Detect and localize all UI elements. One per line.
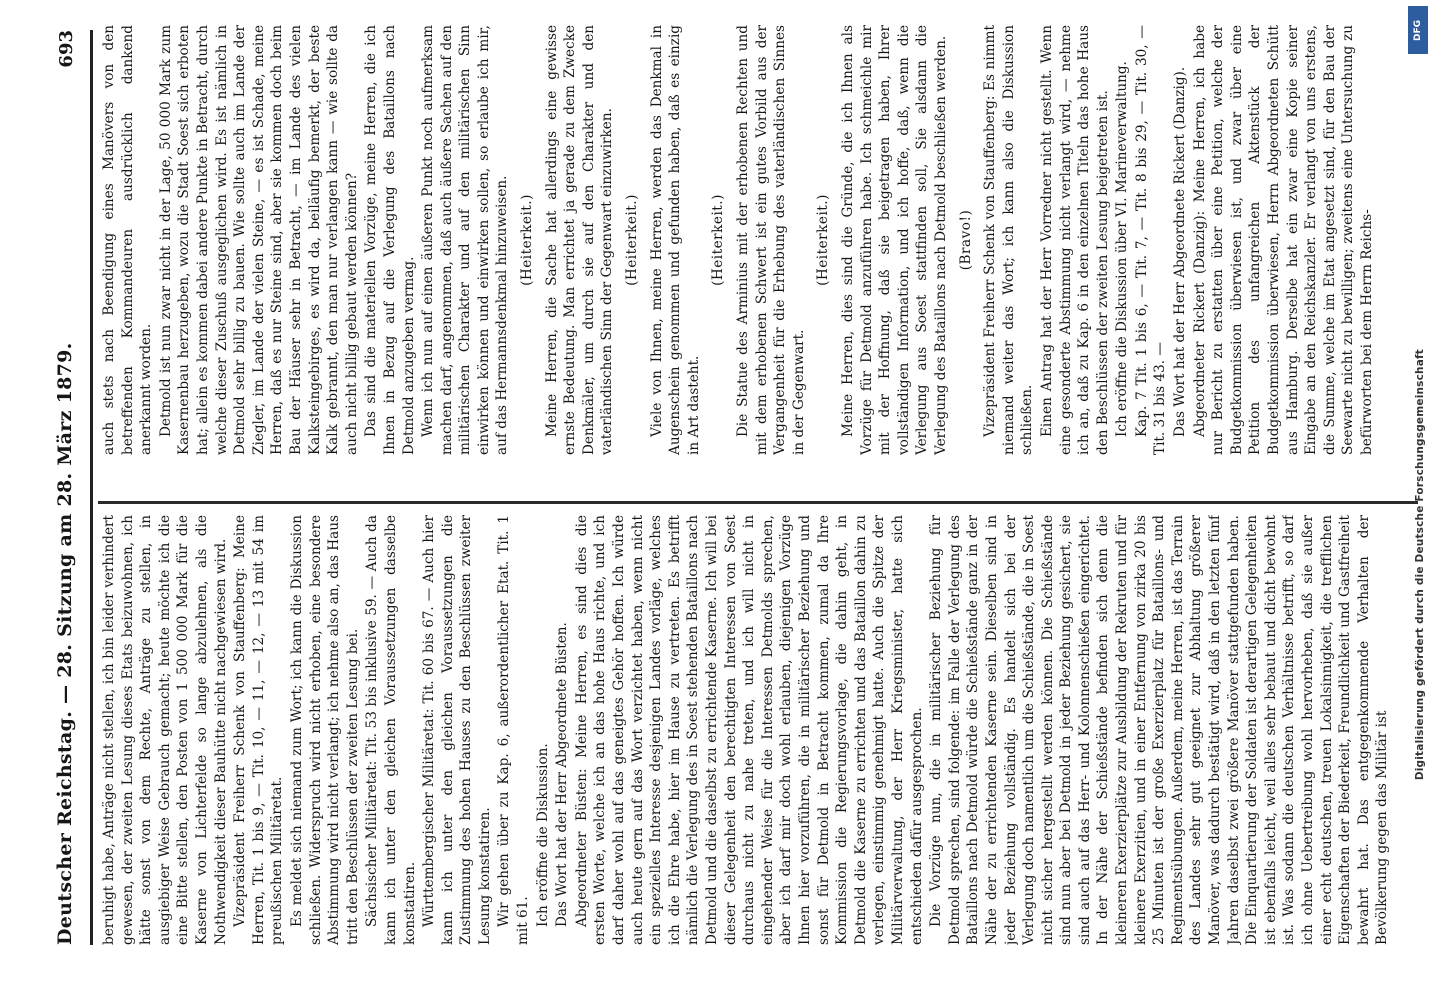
- paragraph: Das Wort hat der Herr Abgeordnete Büsten.: [554, 622, 571, 927]
- watermark-text: Digitalisierung gefördert durch die Deutsche Forschungsgemeinschaft: [1414, 348, 1426, 780]
- paragraph: Die Statue des Arminius mit der erhobenen Rechten und mit dem erhobenen Schwert ist ein gutes Vorbild aus der Vergangenheit für die Erhebung des vaterländischen Sinnes in der Gegenwart.: [735, 25, 807, 455]
- paragraph: (Heiterkeit.): [710, 194, 727, 286]
- left-column: [100, 515, 1420, 945]
- paragraph: Viele von Ihnen, meine Herren, werden das Denkmal in Augenschein genommen und gefunden haben, daß es einzig in Art dasteht.: [648, 25, 702, 455]
- dfg-logo: DFG: [1408, 6, 1428, 54]
- paragraph: (Heiterkeit.): [624, 194, 641, 286]
- paragraph: Abgeordneter Rickert (Danzig): Meine Herren, ich habe nur Bericht zu erstatten über eine Petition, welche der Budgetkommission überwiesen ist, und zwar über eine Petition des unfangreichen Aktenstück der Budgetkommission überwiesen, Herrn Abgeordneten Schütt aus Hamburg. Derselbe hat ein zwar eine Kopie seiner Eingabe an den Reichskanzler. Er verlangt von uns erstens, die Summe, welche im Etat angesetzt sind, für den Bau der Seewarte nicht zu bewilligen; zweitens eine Untersuchung zu befürworten bei dem Herrn Reichs-: [1191, 25, 1375, 455]
- paragraph: Wenn ich nun auf einen äußeren Punkt noch aufmerksam machen darf, angenommen, daß auch äußere Sachen auf den militärischen Charakter und auf den militärischen Sinn einwirken können und einwirken sollen, so erlaube ich mir, auf das Hermannsdenkmal hinzuweisen.: [420, 25, 511, 455]
- paragraph: Das sind die materiellen Vorzüge, meine Herren, die ich Ihnen in Bezug auf die Verlegung des Bataillons nach Detmold anzugeben vermag.: [363, 25, 417, 455]
- paragraph: beruhigt habe, Anträge nicht stellen, ich bin leider verhindert gewesen, der zweiten Lesung dieses Etats beizuwohnen, ich hätte sonst von dem Rechte, Anträge zu stellen, in ausgiebiger Weise Gebrauch gemacht; heute möchte ich die eine Bitte stellen, den Posten von 1 500 000 Mark für die Kaserne von Lichterfelde so lange abzulehnen, als die Nothwendigkeit dieser Bauhütte nicht nachgewiesen wird.: [101, 515, 229, 945]
- page-header: [50, 30, 84, 945]
- header-title: Deutscher Reichstag. — 28. Sitzung am 28. März 1879.: [54, 342, 76, 945]
- paragraph: Württembergischer Militäretat: Tit. 60 bis 67. — Auch hier kann ich unter den gleichen Voraussetzungen die Zustimmung des hohen Hauses zu den Beschlüssen zweiter Lesung konstatiren.: [421, 515, 493, 945]
- paragraph: Wir gehen über zu Kap. 6, außerordentlicher Etat. Tit. 1 mit 61.: [496, 515, 532, 945]
- paragraph: Sächsischer Militäretat: Tit. 53 bis inklusive 59. — Auch da kann ich unter den gleichen Voraussetzungen dasselbe konstatiren.: [364, 515, 418, 945]
- paragraph: Das Wort hat der Herr Abgeordnete Rickert (Danzig).: [1172, 66, 1189, 437]
- paragraph: Abgeordneter Büsten: Meine Herren, es sind dies die ersten Worte, welche ich an das hohe Haus richte, und ich darf daher wohl auf das geneigtes Gehör hoffen. Ich würde auch heute gern auf das Wort verzichtet haben, wenn nicht ein spezielles Interesse desjenigen Landes vorläge, welches ich die Ehre habe, hier im Hause zu vertreten. Es betrifft nämlich die Verlegung des in Soest stehenden Bataillons nach Detmold und die daselbst zu errichtende Kaserne. Ich will bei dieser Gelegenheit den berechtigten Interessen von Soest durchaus nicht zu nahe treten, und ich will nicht in eingehender Weise für die Interessen Detmolds sprechen, aber ich darf mir doch wohl erlauben, diejenigen Vorzüge Ihnen hier vorzuführen, die in militärischer Beziehung und sonst für Detmold in Betracht kommen, zumal da Ihre Kommission die Regierungsvorlage, die dahin geht, in Detmold die Kaserne zu errichten und das Bataillon dahin zu verlegen, einstimmig genehmigt hatte. Auch die Spitze der Militärverwaltung, der Herr Kriegsminister, hatte sich entschieden dafür ausgesprochen.: [573, 515, 925, 945]
- paragraph: (Heiterkeit.): [815, 194, 832, 286]
- paragraph: Meine Herren, die Sache hat allerdings eine gewisse ernste Bedeutung. Man errichtet ja gerade zu dem Zwecke Denkmäler, um durch sie auf den Charakter und den vaterländischen Sinn der Gegenwart einzuwirken.: [543, 25, 616, 455]
- paragraph: Meine Herren, dies sind die Gründe, die ich Ihnen als Vorzüge für Detmold anzuführen habe. Ich schmeichle mir mit der Hoffnung, daß sie beigetragen haben, Ihrer vollständigen Information, und ich hoffe, daß, wenn die Verlegung aus Soest stattfinden soll, Sie alsdann die Verlegung des Bataillons nach Detmold beschließen werden.: [839, 25, 949, 455]
- paragraph: Die Vorzüge nun, die in militärischer Beziehung für Detmold sprechen, sind folgende: im Falle der Verlegung des Bataillons nach Detmold würde die Schießstände ganz in der Nähe der zu errichtenden Kaserne sein. Dieselben sind in jeder Beziehung vollständig. Es handelt sich bei der Verlegung doch namentlich um die Schießstände, die in Soest nicht sicher hergestellt werden können. Die Schießstände sind nun aber bei Detmold in jeder Beziehung gesichert, sie sind auch auf das Herr- und Kolonnenschießen eingerichtet. In der Nähe der Schießstände befinden sich denn die kleineren Exerzierplätze zur Ausbildung der Rekruten und für kleinere Exerzitien, und in einer Entfernung von zirka 20 bis 25 Minuten ist der große Exerzierplatz für Bataillons- und Regimentsübungen. Außerdem, meine Herren, ist das Terrain des Landes sehr gut geeignet zur Abhaltung größerer Manöver, was dadurch bestätigt wird, daß in den letzten fünf Jahren daselbst zwei größere Manöver stattgefunden haben. Die Einquartierung der Soldaten ist derartigen Gelegenheiten ist ebenfalls leicht, weil alles sehr bebaut und dicht bewohnt ist. Was sodann die deutschen Verhältnisse betrifft, so darf ich ohne Uebertreibung wohl hervorheben, daß sie außer einer echt deutschen, treuen Lokalsinnigkeit, die trefflichen Eigenschaften der Biederkeit, Freundlichkeit und Gastfreiheit bewahrt hat. Das entgegenkommende Verhalten der Bevölkerung gegen das Militär ist: [928, 515, 1391, 945]
- header-rule: [90, 30, 93, 945]
- page-number: 693: [56, 30, 77, 68]
- column-divider: [98, 501, 1418, 504]
- paragraph: auch stets nach Beendigung eines Manövers von den betreffenden Kommandeuren ausdrücklich dankend anerkannt worden.: [101, 25, 155, 455]
- right-column: [100, 25, 1420, 455]
- paragraph: Ich eröffne die Diskussion.: [534, 743, 551, 927]
- paragraph: Detmold ist nun zwar nicht in der Lage, 50 000 Mark zum Kasernenbau herzugeben, wozu die Stadt Soest sich erboten hat; allein es kommen dabei andere Punkte in Betracht, durch welche dieser Zuschuß ausgeglichen wird. Es ist nämlich in Detmold sehr billig zu bauen. Wie sollte auch im Lande der Ziegler, im Lande der vielen Steine, — es ist Schade, meine Herren, daß es nur Steine sind, aber sie kommen doch beim Bau der Häuser sehr in Betracht, — im Lande des vielen Kalksteingebirges, es wird da, beiläufig bemerkt, der beste Kalk gebrannt, den man nur verlangen kann — wie sollte da auch nicht billig gebaut werden können?: [157, 25, 360, 455]
- paragraph: Es meldet sich niemand zum Wort; ich kann die Diskussion schließen. Widerspruch wird nicht erhoben, eine besondere Abstimmung wird nicht verlangt; ich nehme also an, das Haus tritt den Beschlüssen der zweiten Lesung bei.: [288, 515, 361, 945]
- paragraph: Vizepräsident Freiherr Schenk von Stauffenberg: Meine Herren, Tit. 1 bis 9, — Tit. 10, — 11, — 12, — 13 mit 54 im preußischen Militäretat.: [232, 515, 286, 945]
- paragraph: Vizepräsident Freiherr Schenk von Stauffenberg: Es nimmt niemand weiter das Wort; ich kann also die Diskussion schließen.: [982, 25, 1036, 455]
- paragraph: Kap. 7 Tit. 1 bis 6, — Tit. 7, — Tit. 8 bis 29, — Tit. 30, — Tit. 31 bis 43. —: [1133, 25, 1169, 455]
- paragraph: (Bravo!): [957, 209, 974, 271]
- paragraph: Ich eröffne die Diskussion über VI. Marineverwaltung.: [1114, 61, 1131, 437]
- paragraph: (Heiterkeit.): [519, 194, 536, 286]
- paragraph: Einen Antrag hat der Herr Vorredner nicht gestellt. Wenn eine gesonderte Abstimmung nicht verlangt wird, — nehme ich an, daß zu Kap. 6 in den einzelnen Titeln das hohe Haus den Beschlüssen der zweiten Lesung beigetreten ist.: [1038, 25, 1111, 455]
